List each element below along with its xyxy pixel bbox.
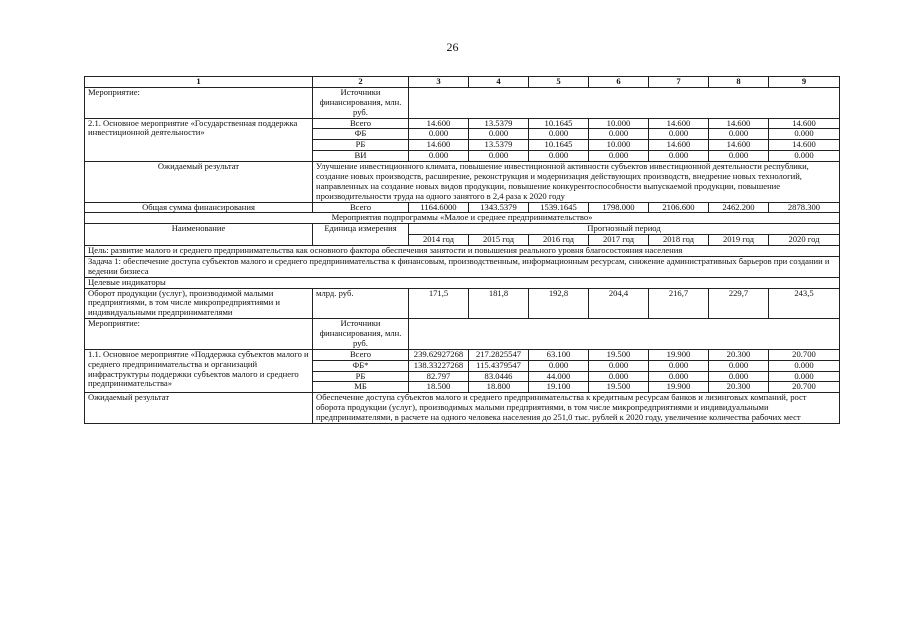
indicator-value: 204,4 <box>589 288 649 319</box>
source-cell: ВИ <box>313 151 409 162</box>
event-name: 2.1. Основное мероприятие «Государственная поддержка инвестиционной деятельности» <box>85 118 313 162</box>
value-cell: 18.500 <box>409 382 469 393</box>
year-header: 2016 год <box>529 235 589 246</box>
source-cell: ФБ <box>313 129 409 140</box>
empty-cell <box>409 319 840 350</box>
indicator-unit: млрд. руб. <box>313 288 409 319</box>
value-cell: 13.5379 <box>469 118 529 129</box>
forecast-header: Прогнозный период <box>409 224 840 235</box>
value-cell: 10.1645 <box>529 118 589 129</box>
indicator-value: 171,5 <box>409 288 469 319</box>
indicator-value: 192,8 <box>529 288 589 319</box>
source-cell: РБ <box>313 140 409 151</box>
source-cell: РБ <box>313 371 409 382</box>
total-label: Общая сумма финансирования <box>85 202 313 213</box>
indicators-label-row <box>85 277 840 288</box>
total-value: 1798.000 <box>589 202 649 213</box>
source-cell: МБ <box>313 382 409 393</box>
col-number: 7 <box>649 77 709 88</box>
value-cell: 14.600 <box>769 140 840 151</box>
total-row <box>85 202 840 213</box>
value-cell: 14.600 <box>649 118 709 129</box>
value-cell: 0.000 <box>529 360 589 371</box>
indicator-value: 229,7 <box>709 288 769 319</box>
col-number: 9 <box>769 77 840 88</box>
year-header: 2017 год <box>589 235 649 246</box>
value-cell: 10.1645 <box>529 140 589 151</box>
value-cell: 0.000 <box>769 129 840 140</box>
value-cell: 13.5379 <box>469 140 529 151</box>
value-cell: 0.000 <box>709 371 769 382</box>
column-numbers-row <box>85 77 840 88</box>
expected-result-row <box>85 393 840 424</box>
measure-label: Мероприятие: <box>85 87 313 118</box>
value-cell: 19.900 <box>649 349 709 360</box>
value-cell: 20.700 <box>769 382 840 393</box>
value-cell: 0.000 <box>469 129 529 140</box>
value-cell: 0.000 <box>649 129 709 140</box>
value-cell: 0.000 <box>649 151 709 162</box>
indicators-label: Целевые индикаторы <box>85 277 840 288</box>
value-cell: 0.000 <box>769 371 840 382</box>
value-cell: 14.600 <box>649 140 709 151</box>
value-cell: 138.33227268 <box>409 360 469 371</box>
value-cell: 0.000 <box>649 360 709 371</box>
total-value: 2106.600 <box>649 202 709 213</box>
value-cell: 239.62927268 <box>409 349 469 360</box>
value-cell: 0.000 <box>529 151 589 162</box>
value-cell: 14.600 <box>709 118 769 129</box>
expected-result-row <box>85 162 840 203</box>
value-cell: 14.600 <box>409 118 469 129</box>
value-cell: 115.4379547 <box>469 360 529 371</box>
table-row <box>85 349 840 360</box>
value-cell: 20.300 <box>709 382 769 393</box>
subprogram-title: Мероприятия подпрограммы «Малое и среднее предпринимательство» <box>85 213 840 224</box>
value-cell: 0.000 <box>589 371 649 382</box>
col-number: 6 <box>589 77 649 88</box>
value-cell: 20.700 <box>769 349 840 360</box>
value-cell: 19.100 <box>529 382 589 393</box>
value-cell: 0.000 <box>709 151 769 162</box>
indicator-value: 243,5 <box>769 288 840 319</box>
value-cell: 19.500 <box>589 349 649 360</box>
col-number: 8 <box>709 77 769 88</box>
value-cell: 14.600 <box>769 118 840 129</box>
total-value: 1539.1645 <box>529 202 589 213</box>
value-cell: 0.000 <box>409 129 469 140</box>
expected-result-label: Ожидаемый результат <box>85 162 313 203</box>
value-cell: 44.000 <box>529 371 589 382</box>
value-cell: 10.000 <box>589 118 649 129</box>
value-cell: 14.600 <box>409 140 469 151</box>
indicator-name: Оборот продукции (услуг), производимой малыми предприятиями, в том числе микропредприятиями и индивидуальными предпринимателями <box>85 288 313 319</box>
value-cell: 83.0446 <box>469 371 529 382</box>
value-cell: 0.000 <box>589 360 649 371</box>
value-cell: 19.900 <box>649 382 709 393</box>
task-text: Задача 1: обеспечение доступа субъектов малого и среднего предпринимательства к финансовым, производственным, информационным ресурсам, снижение административных барьеров при создании и ведении бизнеса <box>85 256 840 277</box>
sources-label: Источники финансирования, млн. руб. <box>313 87 409 118</box>
subprogram-header-row <box>85 224 840 235</box>
indicator-value: 181,8 <box>469 288 529 319</box>
source-cell: Всего <box>313 118 409 129</box>
year-header: 2020 год <box>769 235 840 246</box>
indicator-row <box>85 288 840 319</box>
value-cell: 0.000 <box>589 129 649 140</box>
expected-result-label: Ожидаемый результат <box>85 393 313 424</box>
value-cell: 20.300 <box>709 349 769 360</box>
source-cell: Всего <box>313 349 409 360</box>
goal-text: Цель: развитие малого и среднего предпринимательства как основного фактора обеспечения занятости и повышения реального уровня благосостояния населения <box>85 246 840 257</box>
value-cell: 0.000 <box>769 151 840 162</box>
subprogram-title-row <box>85 213 840 224</box>
col-number: 5 <box>529 77 589 88</box>
program-table <box>84 76 840 424</box>
value-cell: 0.000 <box>529 129 589 140</box>
goal-row <box>85 246 840 257</box>
total-value: 1343.5379 <box>469 202 529 213</box>
year-header: 2019 год <box>709 235 769 246</box>
unit-header: Единица измерения <box>313 224 409 246</box>
sources-label: Источники финансирования, млн. руб. <box>313 319 409 350</box>
expected-result-text: Обеспечение доступа субъектов малого и среднего предпринимательства к кредитным ресурсам банков и лизинговых компаний, рост оборота продукции (услуг), производимых малыми предприятиями, в том числе микропредприятиями и индивидуальными предпринимателями, в расчете на одного человека населения до 251,0 тыс. рублей к 2020 году, увеличение количества рабочих мест <box>313 393 840 424</box>
page-number: 26 <box>446 40 459 54</box>
value-cell: 0.000 <box>709 129 769 140</box>
value-cell: 0.000 <box>469 151 529 162</box>
value-cell: 10.000 <box>589 140 649 151</box>
year-header: 2015 год <box>469 235 529 246</box>
total-value: 2462.200 <box>709 202 769 213</box>
value-cell: 0.000 <box>709 360 769 371</box>
table-row <box>85 118 840 129</box>
col-number: 1 <box>85 77 313 88</box>
total-value: 1164.6000 <box>409 202 469 213</box>
total-source: Всего <box>313 202 409 213</box>
measure-header-row <box>85 87 840 118</box>
indicator-value: 216,7 <box>649 288 709 319</box>
year-header: 2018 год <box>649 235 709 246</box>
value-cell: 82.797 <box>409 371 469 382</box>
value-cell: 19.500 <box>589 382 649 393</box>
value-cell: 217.2825547 <box>469 349 529 360</box>
empty-cell <box>409 87 840 118</box>
value-cell: 0.000 <box>409 151 469 162</box>
col-number: 4 <box>469 77 529 88</box>
col-number: 3 <box>409 77 469 88</box>
value-cell: 0.000 <box>589 151 649 162</box>
value-cell: 18.800 <box>469 382 529 393</box>
value-cell: 14.600 <box>709 140 769 151</box>
task-row <box>85 256 840 277</box>
measure-label: Мероприятие: <box>85 319 313 350</box>
total-value: 2878.300 <box>769 202 840 213</box>
event-name: 1.1. Основное мероприятие «Поддержка субъектов малого и среднего предпринимательства и организаций инфраструктуры поддержки субъектов малого и среднего предпринимательства» <box>85 349 313 393</box>
source-cell: ФБ* <box>313 360 409 371</box>
year-header: 2014 год <box>409 235 469 246</box>
col-number: 2 <box>313 77 409 88</box>
value-cell: 63.100 <box>529 349 589 360</box>
value-cell: 0.000 <box>649 371 709 382</box>
name-header: Наименование <box>85 224 313 246</box>
measure-header-row <box>85 319 840 350</box>
expected-result-text: Улучшение инвестиционного климата, повышение инвестиционной активности субъектов инвестиционной деятельности республики, создание новых производств, расширение, реконструкция и модернизация действующих производств, внедрение новых технологий, направленных на создание новых видов продукции, повышение конкурентоспособности выпускаемой продукции, повышение производительности труда на одного занятого в 2,4 раза к 2020 году <box>313 162 840 203</box>
value-cell: 0.000 <box>769 360 840 371</box>
